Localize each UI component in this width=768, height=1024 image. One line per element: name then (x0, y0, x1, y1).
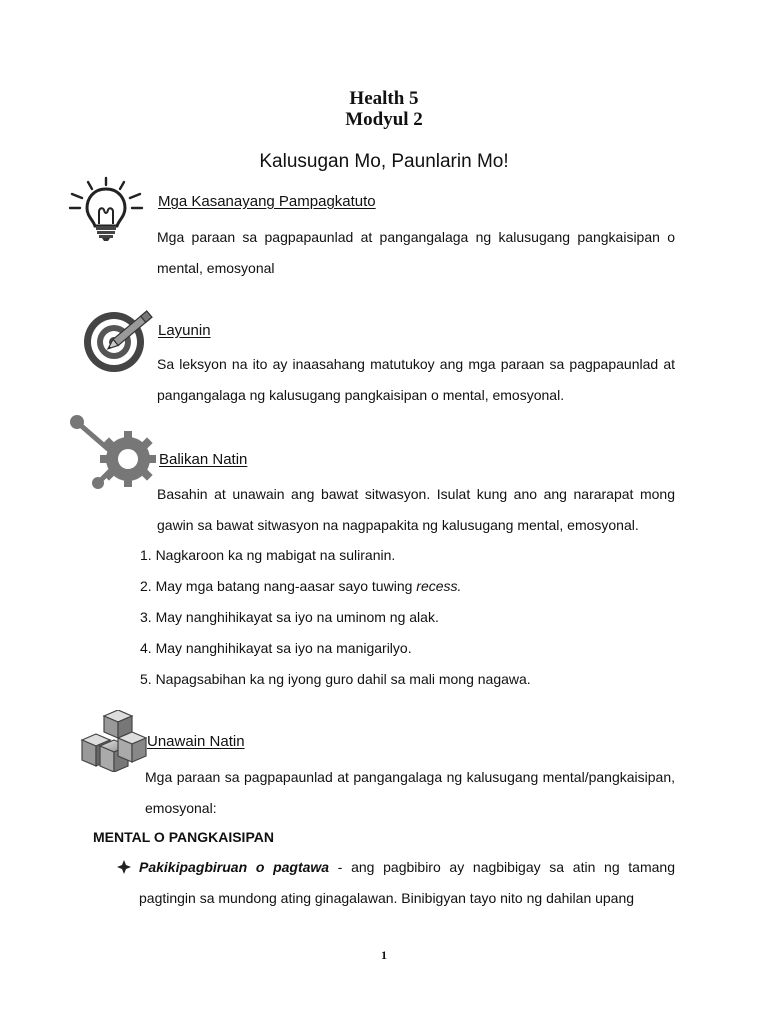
situation-item-1: 1. Nagkaroon ka ng mabigat na suliranin. (140, 547, 396, 563)
balikan-text: Basahin at unawain ang bawat sitwasyon. Isulat kung ano ang nararapat mong gawin sa bawat sitwasyon na nagpapakita ng kalusugang mental, emosyonal. (157, 486, 675, 533)
layunin-heading: Layunin (158, 322, 211, 339)
kasanayan-heading: Mga Kasanayang Pampagkatuto (158, 193, 376, 210)
unawain-text: Mga paraan sa pagpapaunlad at pangangalaga ng kalusugang mental/pangkaisipan, emosyonal: (145, 769, 675, 816)
page-title: Kalusugan Mo, Paunlarin Mo! (259, 151, 509, 172)
subject-title: Health 5 (349, 88, 419, 109)
bullet-term: Pakikipagbiruan o pagtawa (139, 859, 330, 875)
situation-item-4: 4. May nanghihikayat sa iyo na manigarilyo. (140, 640, 412, 656)
unawain-heading: Unawain Natin (147, 733, 245, 750)
mental-subheading: MENTAL O PANGKAISIPAN (93, 829, 274, 845)
target-icon (82, 305, 162, 373)
layunin-text: Sa leksyon na ito ay inaasahang matutukoy ang mga paraan sa pagpapaunlad at pangangalaga ng kalusugang pangkaisipan o mental, emosyonal. (157, 356, 675, 403)
module-title: Modyul 2 (345, 109, 423, 130)
situation-item-2-emphasis: recess. (416, 578, 462, 594)
bullet-paragraph (139, 852, 675, 914)
situation-item-3: 3. May nanghihikayat sa iyo na uminom ng alak. (140, 609, 439, 625)
page-number: 1 (381, 948, 387, 962)
gear-network-icon (68, 413, 160, 491)
bullet-text: - ang pagbibiro ay nagbibigay sa atin ng tamang pagtingin sa mundong ating ginagalawan. Binibigyan tayo nito ng dahilan upang (139, 859, 675, 906)
kasanayan-text: Mga paraan sa pagpapaunlad at pangangalaga ng kalusugang pangkaisipan o mental, emosyonal (157, 229, 675, 276)
situation-item-5: 5. Napagsabihan ka ng iyong guro dahil sa mali mong nagawa. (140, 671, 531, 687)
balikan-heading: Balikan Natin (159, 451, 248, 468)
situation-item-2 (140, 577, 461, 595)
diamond-bullet-icon (117, 860, 131, 874)
lightbulb-icon (66, 176, 146, 242)
cubes-icon (80, 710, 148, 772)
situation-item-2-text: 2. May mga batang nang-aasar sayo tuwing (140, 578, 413, 594)
